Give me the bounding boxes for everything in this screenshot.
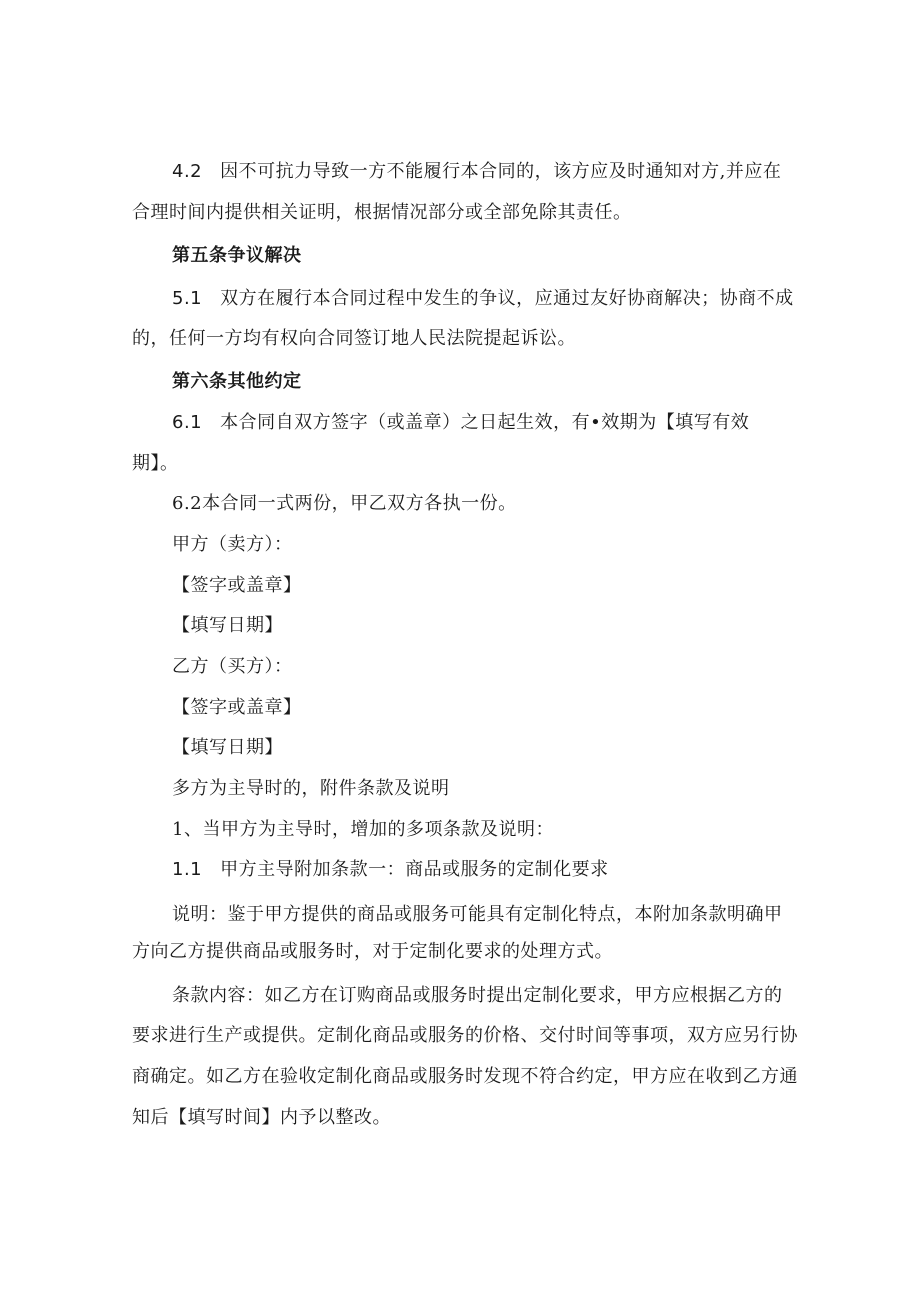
appendix-title: 多方为主导时的，附件条款及说明: [172, 778, 450, 799]
clause-4-2-text-1: 因不可抗力导致一方不能履行本合同的，该方应及时通知对方,并应在: [220, 161, 782, 182]
appendix-item-1-1-text: 甲方主导附加条款一：商品或服务的定制化要求: [220, 859, 609, 880]
party-b-signature-field: 【签字或盖章】: [172, 697, 302, 718]
article-5-heading: 第五条争议解决: [172, 245, 302, 266]
clause-4-2-line-2: 合理时间内提供相关证明，根据情况部分或全部免除其责任。: [132, 202, 632, 223]
clause-6-1-line-2: 期】。: [132, 453, 179, 474]
explanation-line-1: 说明：鉴于甲方提供的商品或服务可能具有定制化特点，本附加条款明确甲: [172, 904, 783, 925]
clause-5-1-number: 5.1: [172, 288, 203, 309]
content-line-4: 知后【填写时间】内予以整改。: [132, 1107, 391, 1128]
clause-6-2: 6.2本合同一式两份，甲乙双方各执一份。: [172, 493, 517, 514]
clause-6-1-text-1: 本合同自双方签字（或盖章）之日起生效，有•效期为【填写有效: [220, 412, 750, 433]
clause-6-1-line-1: [172, 411, 749, 435]
party-b-date-field: 【填写日期】: [172, 737, 283, 758]
appendix-item-1-1-number: 1.1: [172, 859, 203, 880]
content-line-1: 条款内容：如乙方在订购商品或服务时提出定制化要求，甲方应根据乙方的: [172, 985, 783, 1006]
clause-4-2-line-1: [172, 160, 781, 184]
clause-5-1-text-1: 双方在履行本合同过程中发生的争议，应通过友好协商解决；协商不成: [220, 288, 794, 309]
party-a-label: 甲方（卖方）：: [172, 534, 293, 555]
article-6-heading: 第六条其他约定: [172, 371, 302, 392]
content-line-3: 商确定。如乙方在验收定制化商品或服务时发现不符合约定，甲方应在收到乙方通: [132, 1066, 798, 1087]
clause-5-1-line-2: 的，任何一方均有权向合同签订地人民法院提起诉讼。: [132, 328, 576, 349]
content-line-2: 要求进行生产或提供。定制化商品或服务的价格、交付时间等事项，双方应另行协: [132, 1025, 798, 1046]
clause-6-1-number: 6.1: [172, 412, 203, 433]
party-a-signature-field: 【签字或盖章】: [172, 575, 302, 596]
explanation-line-2: 方向乙方提供商品或服务时，对于定制化要求的处理方式。: [132, 941, 613, 962]
appendix-item-1-1: [172, 858, 609, 882]
clause-5-1-line-1: [172, 287, 794, 311]
appendix-section-1: 1、当甲方为主导时，增加的多项条款及说明：: [172, 819, 554, 840]
party-b-label: 乙方（买方）：: [172, 656, 293, 677]
clause-4-2-number: 4.2: [172, 161, 203, 182]
party-a-date-field: 【填写日期】: [172, 615, 283, 636]
